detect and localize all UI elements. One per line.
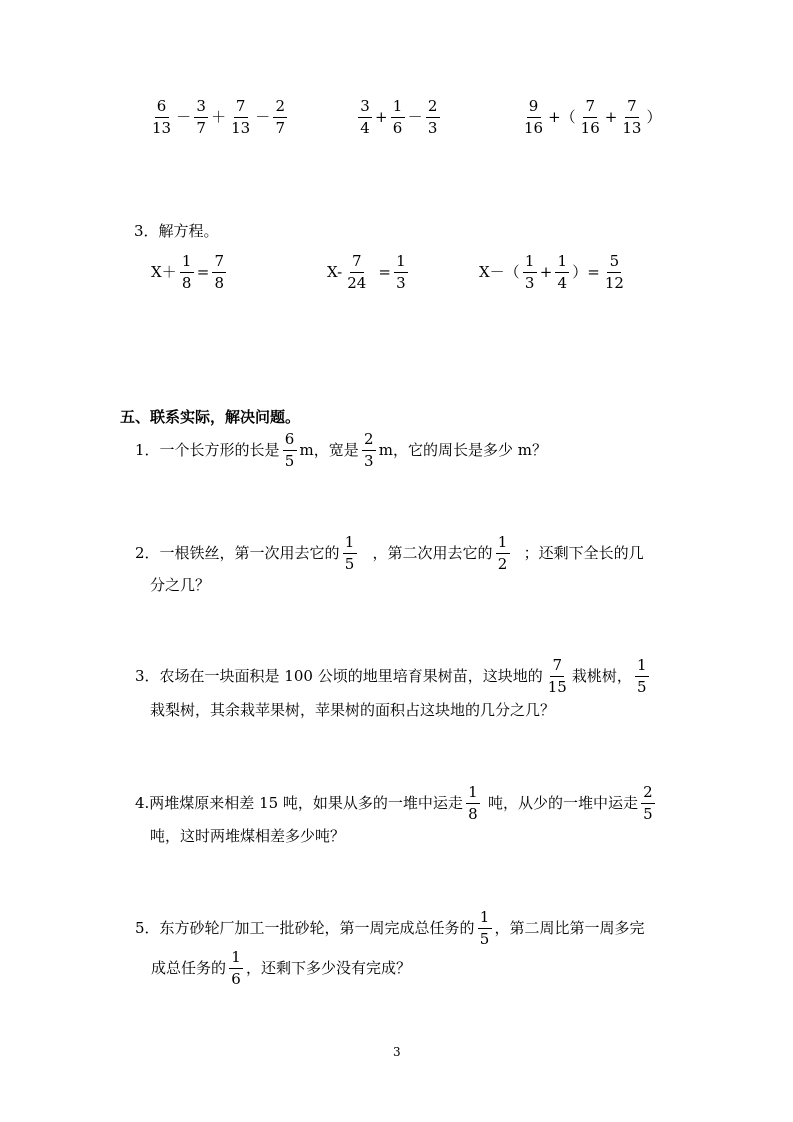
problem-2: 2．一根铁丝，第一次用去它的 $\frac{1}{5}$ ，第二次用去它的 $\frac{1}{2}$ ；还剩下全长的几 — [135, 533, 644, 573]
problem-5: 5．东方砂轮厂加工一批砂轮，第一周完成总任务的 $\frac{1}{5}$ ，第二周比第一周多完 — [135, 908, 645, 948]
fraction: $\frac{2}{5}$ — [641, 785, 655, 822]
fraction: $\frac{6}{13}$ — [152, 97, 172, 137]
fraction: $\frac{1}{5}$ — [635, 658, 649, 695]
problem-4: 4.两堆煤原来相差 15 吨，如果从多的一堆中运走 $\frac{1}{8}$ 吨，从少的一堆中运走 $\frac{2}{5}$ — [134, 785, 657, 822]
section-3-title: 3．解方程。 — [134, 222, 219, 240]
fraction: $\frac{1}{5}$ — [478, 910, 492, 947]
fraction: $\frac{1}{4}$ — [555, 254, 569, 291]
calc-expression-1: $\frac{6}{13}$ － $\frac{3}{7}$ ＋ $\frac{7}{13}$ － $\frac{2}{7}$ — [148, 99, 289, 136]
fraction: $\frac{9}{16}$ — [524, 97, 544, 137]
fraction: $\frac{1}{8}$ — [466, 785, 480, 822]
fraction: $\frac{7}{13}$ — [622, 97, 642, 137]
fraction: $\frac{1}{2}$ — [496, 535, 510, 572]
problem-1: 1．一个长方形的长是 $\frac{6}{5}$ m，宽是 $\frac{2}{3}$ m，它的周长是多少 m？ — [135, 430, 547, 470]
fraction: $\frac{6}{5}$ — [283, 432, 297, 469]
page-number: 3 — [393, 1045, 401, 1059]
fraction: $\frac{1}{3}$ — [394, 254, 408, 291]
fraction: $\frac{7}{8}$ — [212, 254, 226, 291]
fraction: $\frac{7}{15}$ — [547, 656, 567, 696]
fraction: $\frac{7}{24}$ — [347, 252, 367, 292]
fraction: $\frac{2}{7}$ — [273, 99, 287, 136]
problem-5-continuation: 成总任务的 $\frac{1}{6}$ ，还剩下多少没有完成？ — [151, 948, 412, 988]
equation-3: X－（ $\frac{1}{3}$ + $\frac{1}{4}$ ）= $\frac{5}{12}$ — [479, 252, 624, 292]
fraction: $\frac{7}{16}$ — [580, 97, 600, 137]
calc-expression-3: $\frac{9}{16}$ +（ $\frac{7}{16}$ + $\frac{7}{13}$ ） — [524, 97, 662, 137]
problem-4-continuation: 吨，这时两堆煤相差多少吨？ — [150, 827, 346, 845]
fraction: $\frac{1}{6}$ — [391, 99, 405, 136]
equation-1: X＋ $\frac{1}{8}$ = $\frac{7}{8}$ — [150, 254, 228, 291]
problem-3: 3．农场在一块面积是 100 公顷的地里培育果树苗，这块地的 $\frac{7}{15}$ 栽桃树， $\frac{1}{5}$ — [134, 658, 651, 695]
fraction: $\frac{3}{7}$ — [194, 99, 208, 136]
section-5-title: 五、联系实际，解决问题。 — [120, 408, 301, 426]
problem-3-continuation: 栽梨树，其余栽苹果树，苹果树的面积占这块地的几分之几？ — [150, 701, 556, 719]
fraction: $\frac{1}{5}$ — [343, 535, 357, 572]
fraction: $\frac{1}{8}$ — [180, 254, 194, 291]
calc-expression-2: $\frac{3}{4}$ + $\frac{1}{6}$ － $\frac{2}{3}$ — [356, 99, 442, 136]
fraction: $\frac{3}{4}$ — [358, 99, 372, 136]
fraction: $\frac{5}{12}$ — [604, 252, 624, 292]
fraction: $\frac{1}{3}$ — [523, 254, 537, 291]
problem-2-continuation: 分之几？ — [150, 576, 211, 594]
fraction: $\frac{2}{3}$ — [426, 99, 440, 136]
fraction: $\frac{2}{3}$ — [362, 432, 376, 469]
fraction: $\frac{7}{13}$ — [231, 97, 251, 137]
fraction: $\frac{1}{6}$ — [229, 950, 243, 987]
equation-2: X- $\frac{7}{24}$ = $\frac{1}{3}$ — [326, 254, 410, 291]
